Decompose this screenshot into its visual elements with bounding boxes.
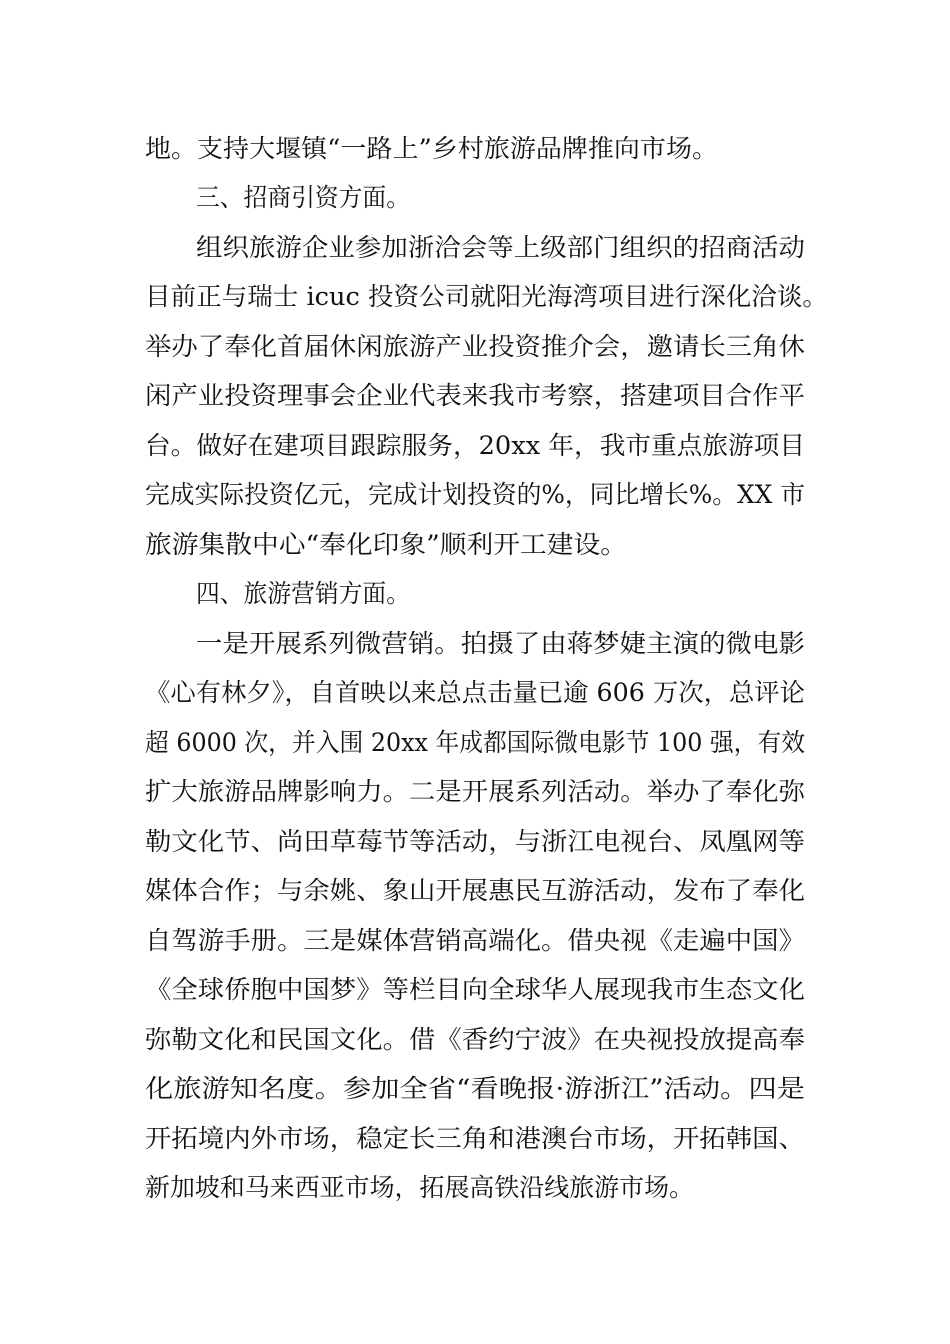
text-line-content: 勒文化节、尚田草莓节等活动，与浙江电视台、凤凰网等 bbox=[145, 827, 805, 856]
text-line-content: 目前正与瑞士 icuc 投资公司就阳光海湾项目进行深化洽谈。 bbox=[145, 282, 828, 311]
text-line-content: 媒体合作；与余姚、象山开展惠民互游活动，发布了奉化 bbox=[145, 876, 805, 905]
text-line bbox=[0, 224, 950, 272]
text-line-content: 完成实际投资亿元，完成计划投资的%，同比增长%。XX 市 bbox=[145, 480, 805, 509]
text-line-content: 开拓境内外市场，稳定长三角和港澳台市场，开拓韩国、 bbox=[145, 1124, 805, 1153]
text-line bbox=[0, 620, 950, 668]
text-line-content: 《全球侨胞中国梦》等栏目向全球华人展现我市生态文化 bbox=[145, 975, 805, 1004]
text-line bbox=[0, 471, 950, 519]
text-line-content: 组织旅游企业参加浙洽会等上级部门组织的招商活动 bbox=[196, 233, 805, 262]
text-line bbox=[0, 966, 950, 1014]
text-line bbox=[0, 1164, 950, 1212]
text-line-content: 化旅游知名度。参加全省“看晚报·游浙江”活动。四是 bbox=[145, 1074, 805, 1103]
text-line bbox=[0, 125, 950, 173]
text-line bbox=[0, 719, 950, 767]
text-line-content: 一是开展系列微营销。拍摄了由蒋梦婕主演的微电影 bbox=[196, 629, 805, 658]
text-line bbox=[0, 1065, 950, 1113]
text-line-content: 新加坡和马来西亚市场，拓展高铁沿线旅游市场。 bbox=[145, 1173, 694, 1202]
section-heading bbox=[0, 174, 950, 222]
text-line bbox=[0, 669, 950, 717]
text-line-content: 弥勒文化和民国文化。借《香约宁波》在央视投放提高奉 bbox=[145, 1025, 805, 1054]
text-line bbox=[0, 323, 950, 371]
section-heading bbox=[0, 570, 950, 618]
text-line-content: 《心有林夕》，自首映以来总点击量已逾 606 万次，总评论 bbox=[145, 678, 805, 707]
text-line-content: 举办了奉化首届休闲旅游产业投资推介会，邀请长三角休 bbox=[145, 332, 805, 361]
text-line bbox=[0, 521, 950, 569]
text-line bbox=[0, 917, 950, 965]
text-line bbox=[0, 273, 950, 321]
text-line-content: 超 6000 次，并入围 20xx 年成都国际微电影节 100 强，有效 bbox=[145, 728, 805, 757]
text-line-content: 台。做好在建项目跟踪服务，20xx 年，我市重点旅游项目 bbox=[145, 431, 805, 460]
text-line bbox=[0, 768, 950, 816]
text-line bbox=[0, 1016, 950, 1064]
text-line-content: 地。支持大堰镇“一路上”乡村旅游品牌推向市场。 bbox=[145, 134, 718, 163]
text-line bbox=[0, 818, 950, 866]
text-line-content: 闲产业投资理事会企业代表来我市考察，搭建项目合作平 bbox=[145, 381, 805, 410]
text-line-content: 扩大旅游品牌影响力。二是开展系列活动。举办了奉化弥 bbox=[145, 777, 805, 806]
text-line-content: 三、招商引资方面。 bbox=[196, 183, 410, 212]
text-line bbox=[0, 422, 950, 470]
text-line-content: 四、旅游营销方面。 bbox=[196, 579, 410, 608]
text-line-content: 自驾游手册。三是媒体营销高端化。借央视《走遍中国》 bbox=[145, 926, 805, 955]
text-line-content: 旅游集散中心“奉化印象”顺利开工建设。 bbox=[145, 530, 627, 559]
text-line bbox=[0, 867, 950, 915]
text-line bbox=[0, 1115, 950, 1163]
text-line bbox=[0, 372, 950, 420]
